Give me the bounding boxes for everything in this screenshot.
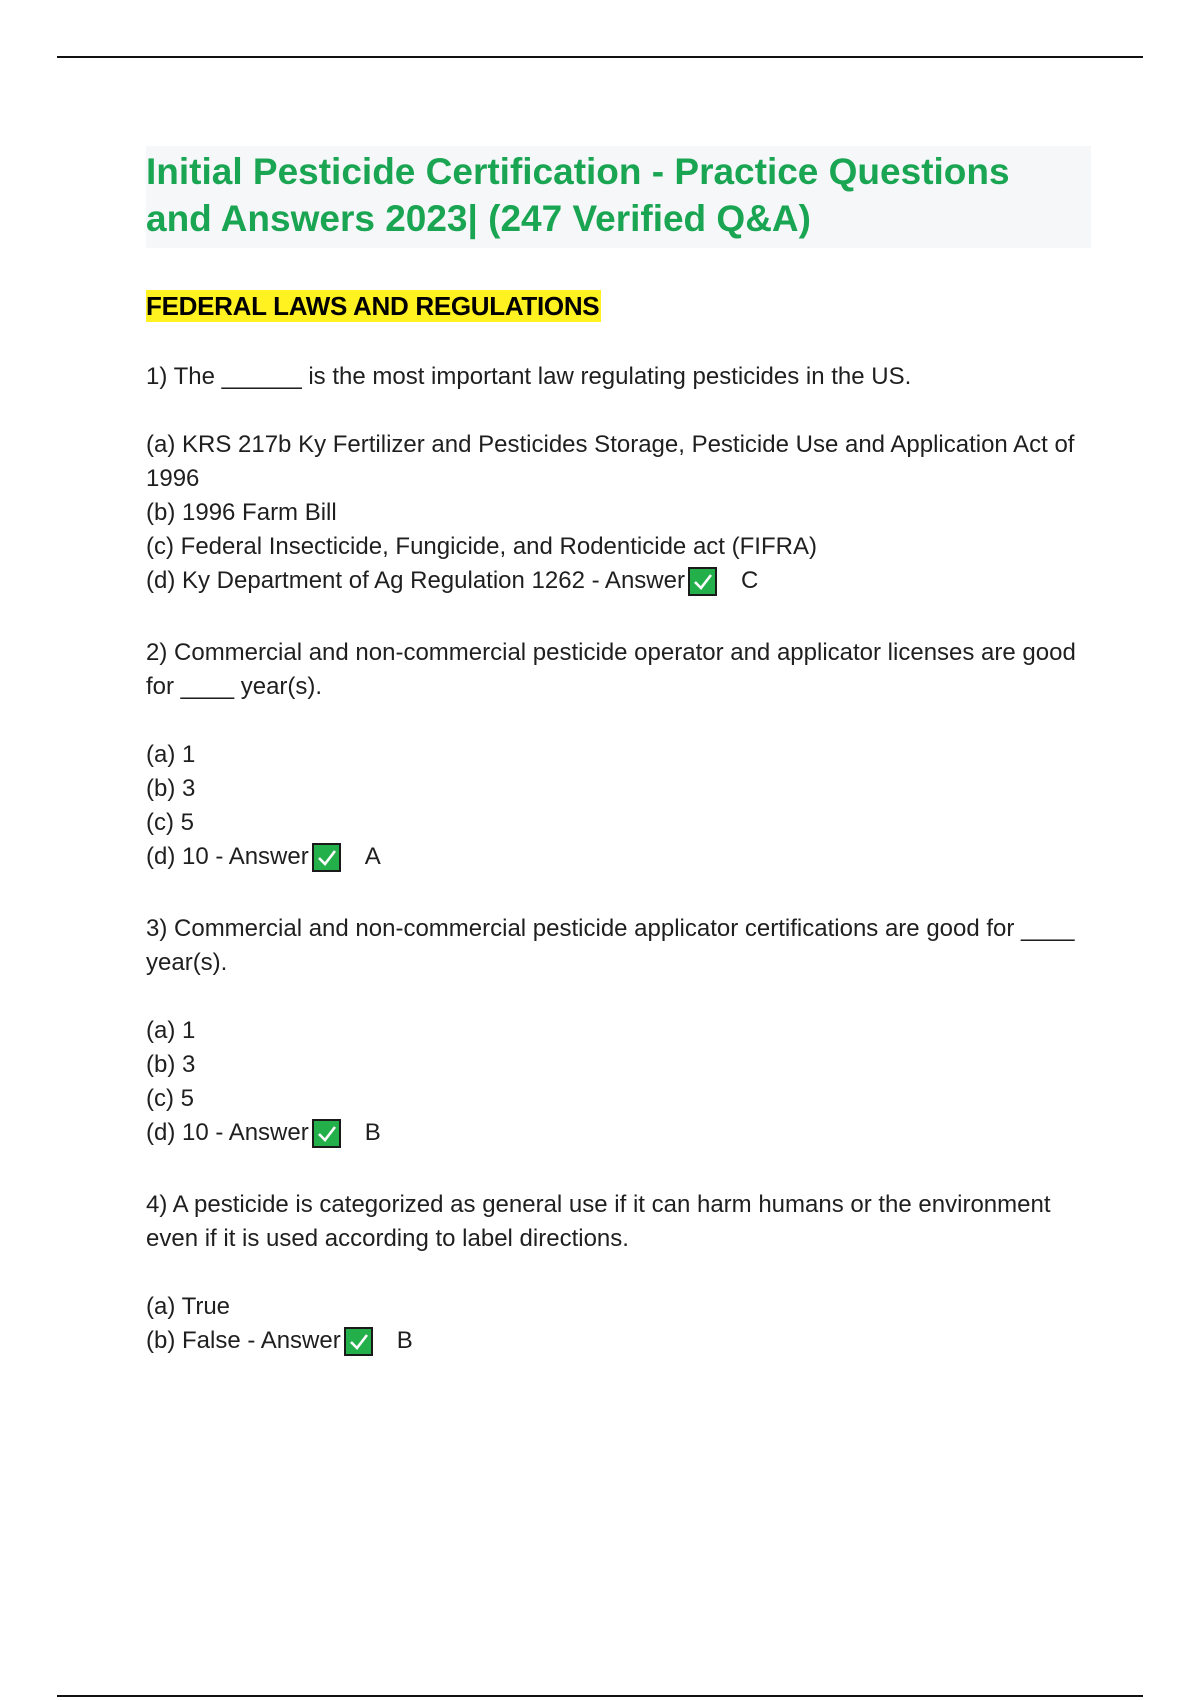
option: (b) 3: [146, 775, 196, 802]
option: (c) 5: [146, 1085, 194, 1112]
option: (d) 10 - Answer: [146, 843, 309, 870]
option: (a) 1: [146, 1017, 196, 1044]
answer-letter: A: [364, 843, 381, 870]
option: (d) 10 - Answer: [146, 1119, 309, 1146]
option: (b) 1996 Farm Bill: [146, 499, 337, 526]
document-page: [146, 146, 1091, 1358]
top-rule: [57, 56, 1143, 58]
question-text: 2) Commercial and non-commercial pesticide operator and applicator licenses are good for ____ year(s).: [146, 639, 1076, 700]
answer-letter: B: [364, 1119, 381, 1146]
option: (a) 1: [146, 741, 196, 768]
document-title: Initial Pesticide Certification - Practice Questions and Answers 2023| (247 Verified Q&A): [146, 146, 1091, 248]
check-box-icon: [312, 843, 341, 872]
question-2: [146, 636, 1091, 874]
answer-letter: B: [396, 1327, 413, 1354]
question-1: [146, 360, 1091, 598]
options-list: [146, 738, 1091, 874]
option: (b) False - Answer: [146, 1327, 341, 1354]
option: (d) Ky Department of Ag Regulation 1262 - Answer: [146, 567, 685, 594]
options-list: [146, 1290, 1091, 1358]
question-3: [146, 912, 1091, 1150]
check-box-icon: [312, 1119, 341, 1148]
check-box-icon: [344, 1327, 373, 1356]
option: (c) 5: [146, 809, 194, 836]
option: (a) KRS 217b Ky Fertilizer and Pesticides Storage, Pesticide Use and Application Act of 1996: [146, 431, 1075, 492]
option: (c) Federal Insecticide, Fungicide, and Rodenticide act (FIFRA): [146, 533, 817, 560]
question-text: 1) The ______ is the most important law regulating pesticides in the US.: [146, 363, 912, 390]
question-text: 4) A pesticide is categorized as general use if it can harm humans or the environment even if it is used according to label directions.: [146, 1191, 1051, 1252]
options-list: [146, 1014, 1091, 1150]
options-list: [146, 428, 1091, 598]
bottom-rule: [57, 1695, 1143, 1697]
answer-letter: C: [740, 567, 759, 594]
section-heading: FEDERAL LAWS AND REGULATIONS: [146, 291, 600, 321]
question-4: [146, 1188, 1091, 1358]
option: (b) 3: [146, 1051, 196, 1078]
answer-row: [146, 564, 1091, 598]
option: (a) True: [146, 1293, 231, 1320]
answer-row: [146, 1116, 1091, 1150]
answer-row: [146, 840, 1091, 874]
question-text: 3) Commercial and non-commercial pesticide applicator certifications are good for ____ year(s).: [146, 915, 1075, 976]
check-box-icon: [688, 567, 717, 596]
answer-row: [146, 1324, 1091, 1358]
